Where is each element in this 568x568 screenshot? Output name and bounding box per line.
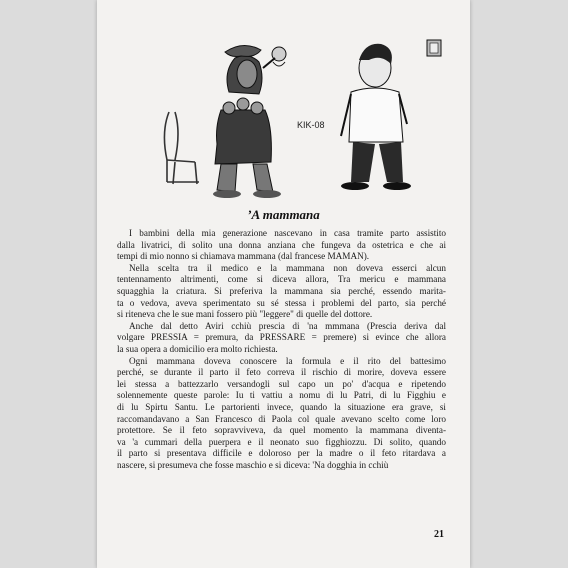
text-line: va 'a cummari della puerpera e il neonato suo figghiozzu. Di solito, quando: [117, 436, 446, 447]
text-line: Ogni mammana doveva conoscere la formula e il rito del battesimo: [129, 355, 446, 366]
page-number: 21: [434, 529, 444, 540]
text-line: tentennamento altrimenti, come si diceva allora, Tra mericu e mammana: [117, 274, 446, 285]
wall-frame: [427, 40, 441, 56]
text-line: solennemente queste parole: Iu ti vattiu a nomu di lu Patri, di lu Figghiu e: [117, 390, 446, 401]
text-line: raccomandavano a San Francesco di Paola col quale avevano scelto come loro: [117, 413, 446, 424]
illustration-caption: ’A mammana: [247, 207, 320, 222]
text-line: I bambini della mia generazione nascevano in casa tramite parto assistito: [129, 228, 446, 238]
paragraph: [117, 228, 446, 263]
text-line: di lu Spirtu Santu. Le partorienti invece, quando la situazione era grave, si: [117, 401, 446, 412]
text-line: volgare PRESSIA = premura, da PRESSARE = premere) si evince che allora: [117, 332, 446, 343]
text-line: protettore. Se il feto sopravviveva, da quel momento la mammana diventa-: [117, 425, 446, 436]
text-line: nascere, si presumeva che fosse maschio e si diceva: 'Na dogghia in cchiù: [117, 459, 389, 470]
chair-drawing: [164, 112, 199, 184]
body-text: [117, 228, 446, 471]
book-page: [97, 0, 470, 568]
cartoon-illustration: [155, 32, 447, 204]
paragraph: [117, 321, 446, 356]
artist-signature: KIK-08: [297, 120, 325, 130]
paragraph: [117, 356, 446, 472]
text-line: perché, se durante il parto il feto correva il rischio di morire, doveva essere: [117, 367, 446, 378]
man-figure: [341, 44, 411, 190]
text-line: la sua opera a domicilio era molto richiesta.: [117, 343, 278, 354]
text-line: il parto si presentava difficile e doloroso per la madre o il feto ritardava a: [117, 448, 446, 459]
text-line: dalla livatrici, di solito una donna anziana che fungeva da ostetrica e che ai: [117, 239, 446, 250]
paragraph: [117, 263, 446, 321]
text-line: lei stessa a battezzarlo versandogli sul capo un po' d'acqua e ripetendo: [117, 378, 446, 389]
text-line: Anche dal detto Aviri cchiù prescia di 'na mmmana (Prescia deriva dal: [129, 320, 446, 331]
text-line: tempi di mio nonno si chiamava mammana (dal francese MAMAN).: [117, 251, 370, 262]
text-line: ta o vedova, aveva sperimentato su sé stessa i problemi del parto, sia perché: [117, 297, 446, 308]
text-line: si riteneva che le sue mani fossero più "leggere" di quelle del dottore.: [117, 309, 373, 320]
midwife-figure: [213, 45, 286, 198]
text-line: squagghia la criatura. Si preferiva la mammana sia perché, essendo marita-: [117, 285, 446, 296]
text-line: Nella scelta tra il medico e la mammana non doveva esserci alcun: [129, 262, 446, 273]
